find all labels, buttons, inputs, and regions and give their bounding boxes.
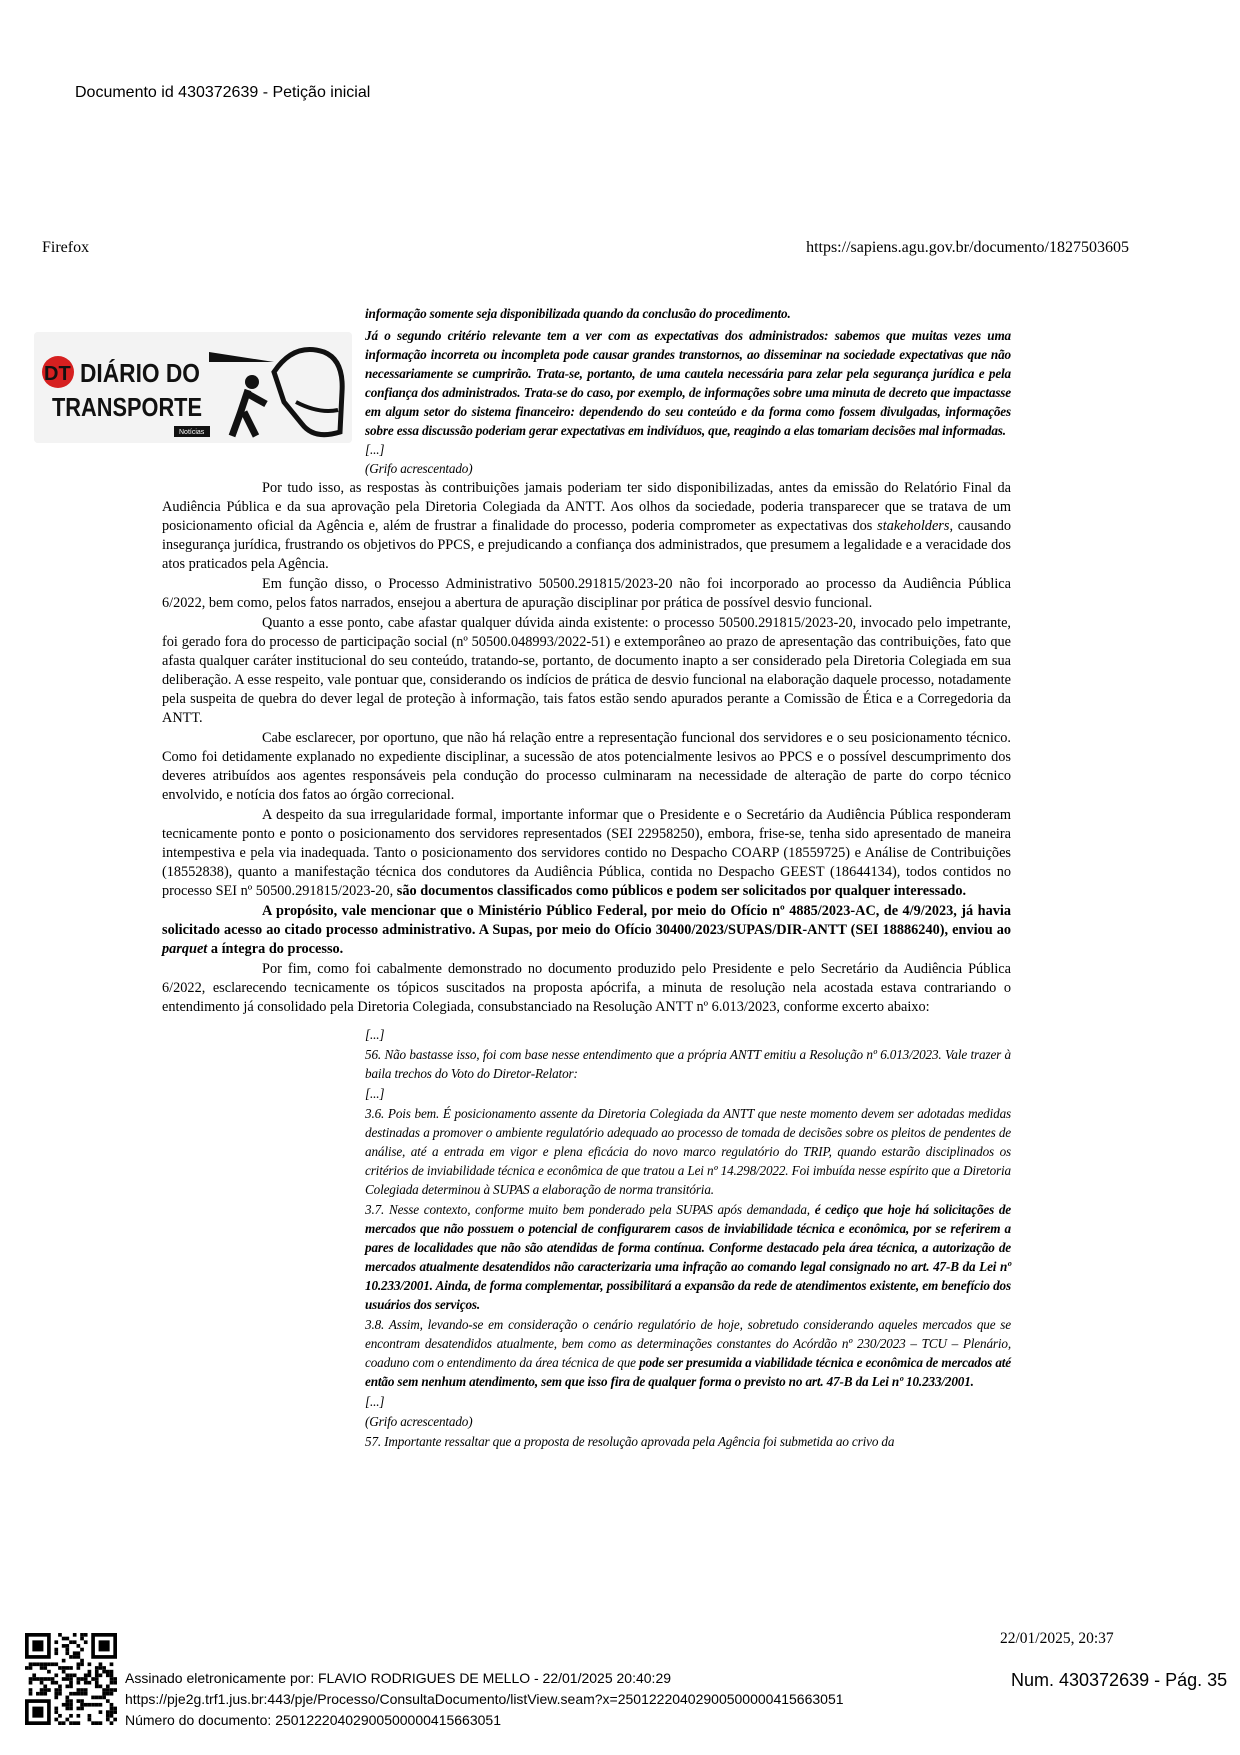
text-run: Em função disso, o Processo Administrativo 50500.291815/2023-20 não foi incorporado ao processo da Audiência Pública 6/2022, bem como, pelos fatos narrados, ensejou a abertura de apuração disciplinar por prática de possível desvio funcional. <box>162 576 1011 611</box>
text-run: é cediço que hoje há solicitações de mercados que não possuem o potencial de configurarem casos de inviabilidade técnica e econômica, por se referirem a pares de localidades que não são atendidas de forma contínua. Conforme destacado pela área técnica, a autorização de mercados atualmente desatendidos não caracterizaria uma infração ao comando legal consignado no art. 47-B da Lei nº 10.233/2001. Ainda, de forma complementar, possibilitará a expansão da rede de atendimentos existente, em benefício dos usuários dos serviços. <box>365 1202 1011 1312</box>
quote-paragraph <box>365 1045 1011 1083</box>
text-run: Por fim, como foi cabalmente demonstrado no documento produzido pelo Presidente e pelo Secretário da Audiência Pública 6/2022, esclarecendo tecnicamente os tópicos suscitados na proposta apócrifa, a minuta de resolução nela acostada estava contrariando o entendimento já consolidado pela Diretoria Colegiada, consubstanciado na Resolução ANTT nº 6.013/2023, conforme excerto abaixo: <box>162 961 1011 1015</box>
text-run: stakeholders <box>877 518 950 534</box>
text-run: [...] <box>365 1027 385 1042</box>
text-run: [...] <box>365 442 385 457</box>
svg-text:TRANSPORTE: TRANSPORTE <box>52 392 202 422</box>
main-paragraphs <box>162 479 1011 1017</box>
quote-paragraph <box>365 459 1011 478</box>
text-run: 57. Importante ressaltar que a proposta de resolução aprovada pela Agência foi submetida ao crivo da <box>365 1434 895 1449</box>
quote-paragraph <box>365 1432 1011 1451</box>
text-run: 3.8. Assim, levando-se em consideração o cenário regulatório de hoje, sobretudo considerando aqueles mercados que se encontram desatendidos atualmente, bem como as determinações constantes do Acórdão nº 230/2023 – TCU – Plenário, coaduno com o entendimento da área técnica de que <box>365 1317 1011 1370</box>
quote-paragraph <box>365 1200 1011 1314</box>
quote-paragraph <box>365 1412 1011 1431</box>
page-number: Num. 430372639 - Pág. 35 <box>1011 1670 1228 1690</box>
document-id-header: Documento id 430372639 - Petição inicial <box>75 84 371 101</box>
document-link[interactable]: https://pje2g.trf1.jus.br:443/pje/Processo/ConsultaDocumento/listView.seam?x=25012220402900500000415663051 <box>125 1691 844 1707</box>
text-run: são documentos classificados como públicos e podem ser solicitados por qualquer interessado. <box>396 883 967 899</box>
signed-by: Assinado eletronicamente por: FLAVIO RODRIGUES DE MELLO - 22/01/2025 20:40:29 <box>125 1670 672 1686</box>
body-paragraph <box>162 902 1011 959</box>
quote-paragraph <box>365 326 1011 440</box>
quote-paragraph <box>365 440 1011 459</box>
browser-name: Firefox <box>42 239 90 256</box>
print-url: https://sapiens.agu.gov.br/documento/1827503605 <box>806 239 1129 256</box>
svg-text:DIÁRIO DO: DIÁRIO DO <box>80 358 200 388</box>
quote-paragraph <box>365 1315 1011 1391</box>
block-quote-2 <box>365 1025 1011 1451</box>
text-run: (Grifo acrescentado) <box>365 461 473 476</box>
text-run: 3.6. Pois bem. É posicionamento assente da Diretoria Colegiada da ANTT que neste momento devem ser adotadas medidas destinadas a promover o ambiente regulatório adequado ao processo de tomada de decisões sobre os pleitos de pendentes de análise, até a entrada em vigor e plena eficácia do novo marco regulatório do TRIP, quando estarão disciplinados os critérios de inviabilidade técnica e econômica de que tratou a Lei nº 14.298/2022. Foi imbuída nesse espírito que a Diretoria Colegiada determinou à SUPAS a elaboração de norma transitória. <box>365 1106 1011 1197</box>
quote-paragraph <box>365 1025 1011 1044</box>
text-run: 56. Não bastasse isso, foi com base nesse entendimento que a própria ANTT emitiu a Resolução nº 6.013/2023. Vale trazer à baila trechos do Voto do Diretor-Relator: <box>365 1047 1011 1081</box>
text-run: [...] <box>365 1086 385 1101</box>
quote-paragraph <box>365 1392 1011 1411</box>
svg-text:Notícias: Notícias <box>179 429 205 436</box>
text-run: Quanto a esse ponto, cabe afastar qualquer dúvida ainda existente: o processo 50500.291815/2023-20, invocado pelo impetrante, foi gerado fora do processo de participação social (nº 50500.048993/2022-51) e extemporâneo ao prazo de apresentação das contribuições, fato que afasta qualquer caráter institucional do seu conteúdo, tratando-se, portanto, de documento inapto a ser considerado pela Diretoria Colegiada em sua deliberação. A esse respeito, vale pontuar que, considerando os indícios de prática de desvio funcional na elaboração daquele processo, notadamente pela suspeita de quebra do dever legal de proteção à informação, tais fatos estão sendo apurados perante a Comissão de Ética e a Corregedoria da ANTT. <box>162 615 1011 726</box>
text-run: , causando insegurança jurídica, frustrando os objetivos do PPCS, e prejudicando a confiança dos administrados, que presumem a legalidade e a veracidade dos atos praticados pela Agência. <box>162 518 1012 572</box>
text-run: (Grifo acrescentado) <box>365 1414 473 1429</box>
document-body <box>162 304 1011 1452</box>
quote-paragraph <box>365 1104 1011 1199</box>
text-run: A despeito da sua irregularidade formal, importante informar que o Presidente e o Secretário da Audiência Pública responderam tecnicamente ponto e ponto o posicionamento dos servidores representados (SEI 22958250), embora, frise-se, tenha sido apresentado de maneira intempestiva e pela via inadequada. Tanto o posicionamento dos servidores contido no Despacho COARP (18559725) e Análise de Contribuições (18552838), quanto a manifestação técnica dos condutores da Audiência Pública, contida no Despacho GEEST (18644134), todos contidos no processo SEI nº 50500.291815/2023-20, <box>162 807 1011 899</box>
text-run: 3.7. Nesse contexto, conforme muito bem ponderado pela SUPAS após demandada, <box>365 1202 815 1217</box>
block-quote-1 <box>365 304 1011 478</box>
print-date: 22/01/2025, 20:37 <box>1000 1630 1114 1647</box>
text-run: pode ser presumida a viabilidade técnica e econômica de mercados até então sem nenhum atendimento, sem que isso fira de qualquer forma o previsto no art. 47-B da Lei nº 10.233/2001. <box>365 1355 1011 1389</box>
qr-code-icon <box>25 1633 117 1725</box>
body-paragraph <box>162 614 1011 728</box>
text-run: Já o segundo critério relevante tem a ver com as expectativas dos administrados: sabemos que muitas vezes uma informação incorreta ou incompleta pode causar grandes transtornos, ao disseminar na sociedade expectativas que não necessariamente se cumprirão. Trata-se, portanto, de uma cautela necessária para zelar pela segurança jurídica e pela confiança dos administrados. Trata-se do caso, por exemplo, de informações sobre uma minuta de decreto que impactasse em algum setor do sistema financeiro: dependendo do seu conteúdo e da forma como fossem divulgadas, informações sobre essa discussão poderiam gerar expectativas em indivíduos, que, reagindo a elas tomariam decisões mal informadas. <box>365 328 1011 438</box>
text-run: a íntegra do processo. <box>207 941 344 957</box>
body-paragraph <box>162 960 1011 1017</box>
text-run: A propósito, vale mencionar que o Ministério Público Federal, por meio do Ofício nº 4885/2023-AC, de 4/9/2023, já havia solicitado acesso ao citado processo administrativo. A Supas, por meio do Ofício 30400/2023/SUPAS/DIR-ANTT (SEI 18886240), enviou ao <box>162 903 1011 938</box>
quote-paragraph <box>365 1084 1011 1103</box>
text-run: parquet <box>162 941 208 957</box>
signature-block <box>125 1668 844 1731</box>
body-paragraph <box>162 806 1011 901</box>
quote-paragraph <box>365 304 1011 323</box>
text-run: Por tudo isso, as respostas às contribuições jamais poderiam ter sido disponibilizadas, antes da emissão do Relatório Final da Audiência Pública e da sua aprovação pela Diretoria Colegiada da ANTT. Aos olhos da sociedade, poderia transparecer que se tratava de um posicionamento oficial da Agência e, além de frustrar a finalidade do processo, poderia comprometer as expectativas dos <box>162 480 1011 534</box>
text-run: Cabe esclarecer, por oportuno, que não há relação entre a representação funcional dos servidores e o seu posicionamento técnico. Como foi detidamente explanado no expediente disciplinar, a sucessão de atos potencialmente lesivos ao PPCS e o possível descumprimento dos deveres atribuídos aos agentes responsáveis pela condução do processo culminaram na necessidade de alteração de parte do corpo técnico envolvido, e notícia dos fatos ao órgão correcional. <box>162 730 1011 803</box>
document-number: Número do documento: 25012220402900500000415663051 <box>125 1712 501 1728</box>
body-paragraph <box>162 575 1011 613</box>
svg-text:DT: DT <box>44 363 71 385</box>
body-paragraph <box>162 729 1011 805</box>
body-paragraph <box>162 479 1011 574</box>
text-run: informação somente seja disponibilizada quando da conclusão do procedimento. <box>365 306 791 321</box>
text-run: [...] <box>365 1394 385 1409</box>
